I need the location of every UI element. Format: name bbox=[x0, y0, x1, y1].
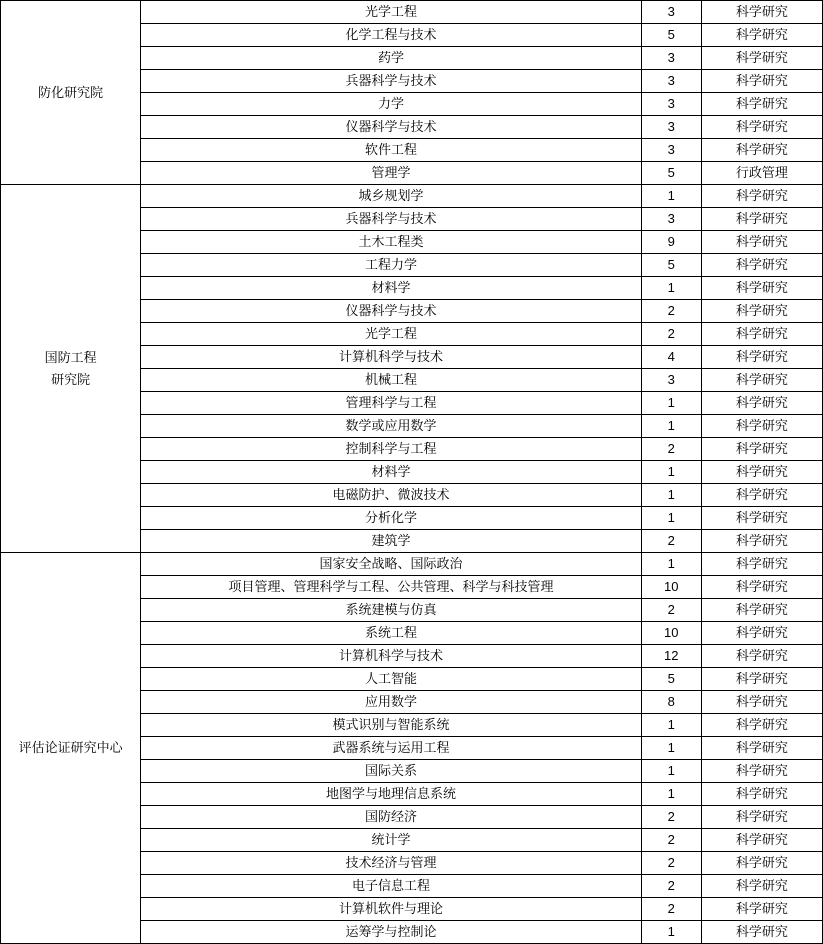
count-cell: 1 bbox=[641, 714, 701, 737]
table-body bbox=[1, 1, 823, 944]
count-cell: 1 bbox=[641, 277, 701, 300]
major-cell: 土木工程类 bbox=[141, 231, 642, 254]
category-cell: 科学研究 bbox=[701, 668, 822, 691]
major-cell: 技术经济与管理 bbox=[141, 852, 642, 875]
category-cell: 科学研究 bbox=[701, 392, 822, 415]
count-cell: 1 bbox=[641, 392, 701, 415]
category-cell: 科学研究 bbox=[701, 599, 822, 622]
count-cell: 2 bbox=[641, 300, 701, 323]
major-cell: 国际关系 bbox=[141, 760, 642, 783]
category-cell: 科学研究 bbox=[701, 323, 822, 346]
major-cell: 分析化学 bbox=[141, 507, 642, 530]
major-cell: 地图学与地理信息系统 bbox=[141, 783, 642, 806]
category-cell: 科学研究 bbox=[701, 70, 822, 93]
category-cell: 科学研究 bbox=[701, 369, 822, 392]
major-cell: 城乡规划学 bbox=[141, 185, 642, 208]
major-cell: 药学 bbox=[141, 47, 642, 70]
category-cell: 科学研究 bbox=[701, 1, 822, 24]
major-cell: 机械工程 bbox=[141, 369, 642, 392]
count-cell: 2 bbox=[641, 599, 701, 622]
major-cell: 国家安全战略、国际政治 bbox=[141, 553, 642, 576]
count-cell: 1 bbox=[641, 921, 701, 944]
category-cell: 科学研究 bbox=[701, 300, 822, 323]
table-row bbox=[1, 1, 823, 24]
count-cell: 5 bbox=[641, 254, 701, 277]
major-cell: 计算机软件与理论 bbox=[141, 898, 642, 921]
count-cell: 2 bbox=[641, 829, 701, 852]
major-cell: 模式识别与智能系统 bbox=[141, 714, 642, 737]
count-cell: 5 bbox=[641, 668, 701, 691]
major-cell: 项目管理、管理科学与工程、公共管理、科学与科技管理 bbox=[141, 576, 642, 599]
org-cell bbox=[1, 185, 141, 553]
org-label-line2: 研究院 bbox=[51, 371, 91, 387]
count-cell: 1 bbox=[641, 553, 701, 576]
major-cell: 仪器科学与技术 bbox=[141, 116, 642, 139]
major-cell: 系统工程 bbox=[141, 622, 642, 645]
table-row bbox=[1, 553, 823, 576]
org-label-line1: 国防工程 bbox=[44, 349, 97, 365]
major-cell: 兵器科学与技术 bbox=[141, 70, 642, 93]
count-cell: 3 bbox=[641, 208, 701, 231]
count-cell: 3 bbox=[641, 93, 701, 116]
major-cell: 化学工程与技术 bbox=[141, 24, 642, 47]
count-cell: 1 bbox=[641, 484, 701, 507]
category-cell: 科学研究 bbox=[701, 783, 822, 806]
category-cell: 科学研究 bbox=[701, 346, 822, 369]
category-cell: 科学研究 bbox=[701, 254, 822, 277]
count-cell: 9 bbox=[641, 231, 701, 254]
major-cell: 光学工程 bbox=[141, 1, 642, 24]
major-cell: 力学 bbox=[141, 93, 642, 116]
major-cell: 数学或应用数学 bbox=[141, 415, 642, 438]
count-cell: 1 bbox=[641, 737, 701, 760]
major-cell: 材料学 bbox=[141, 277, 642, 300]
category-cell: 科学研究 bbox=[701, 553, 822, 576]
major-cell: 材料学 bbox=[141, 461, 642, 484]
major-cell: 系统建模与仿真 bbox=[141, 599, 642, 622]
count-cell: 5 bbox=[641, 162, 701, 185]
category-cell: 科学研究 bbox=[701, 231, 822, 254]
count-cell: 2 bbox=[641, 852, 701, 875]
count-cell: 1 bbox=[641, 415, 701, 438]
count-cell: 2 bbox=[641, 438, 701, 461]
count-cell: 2 bbox=[641, 530, 701, 553]
major-cell: 电磁防护、微波技术 bbox=[141, 484, 642, 507]
major-cell: 仪器科学与技术 bbox=[141, 300, 642, 323]
category-cell: 科学研究 bbox=[701, 139, 822, 162]
category-cell: 科学研究 bbox=[701, 622, 822, 645]
count-cell: 1 bbox=[641, 185, 701, 208]
major-cell: 运筹学与控制论 bbox=[141, 921, 642, 944]
count-cell: 3 bbox=[641, 70, 701, 93]
category-cell: 科学研究 bbox=[701, 530, 822, 553]
major-cell: 光学工程 bbox=[141, 323, 642, 346]
major-cell: 软件工程 bbox=[141, 139, 642, 162]
category-cell: 科学研究 bbox=[701, 806, 822, 829]
count-cell: 10 bbox=[641, 622, 701, 645]
category-cell: 科学研究 bbox=[701, 875, 822, 898]
category-cell: 科学研究 bbox=[701, 760, 822, 783]
major-cell: 电子信息工程 bbox=[141, 875, 642, 898]
category-cell: 科学研究 bbox=[701, 116, 822, 139]
count-cell: 2 bbox=[641, 323, 701, 346]
category-cell: 行政管理 bbox=[701, 162, 822, 185]
org-cell: 防化研究院 bbox=[1, 1, 141, 185]
major-cell: 管理学 bbox=[141, 162, 642, 185]
major-cell: 工程力学 bbox=[141, 254, 642, 277]
major-cell: 控制科学与工程 bbox=[141, 438, 642, 461]
count-cell: 1 bbox=[641, 507, 701, 530]
count-cell: 12 bbox=[641, 645, 701, 668]
category-cell: 科学研究 bbox=[701, 484, 822, 507]
major-cell: 人工智能 bbox=[141, 668, 642, 691]
count-cell: 2 bbox=[641, 898, 701, 921]
category-cell: 科学研究 bbox=[701, 691, 822, 714]
count-cell: 2 bbox=[641, 875, 701, 898]
count-cell: 5 bbox=[641, 24, 701, 47]
category-cell: 科学研究 bbox=[701, 507, 822, 530]
category-cell: 科学研究 bbox=[701, 852, 822, 875]
category-cell: 科学研究 bbox=[701, 461, 822, 484]
major-cell: 应用数学 bbox=[141, 691, 642, 714]
category-cell: 科学研究 bbox=[701, 185, 822, 208]
category-cell: 科学研究 bbox=[701, 898, 822, 921]
category-cell: 科学研究 bbox=[701, 93, 822, 116]
major-cell: 管理科学与工程 bbox=[141, 392, 642, 415]
count-cell: 1 bbox=[641, 783, 701, 806]
category-cell: 科学研究 bbox=[701, 47, 822, 70]
count-cell: 1 bbox=[641, 461, 701, 484]
category-cell: 科学研究 bbox=[701, 737, 822, 760]
count-cell: 3 bbox=[641, 1, 701, 24]
major-cell: 计算机科学与技术 bbox=[141, 346, 642, 369]
count-cell: 3 bbox=[641, 116, 701, 139]
major-cell: 兵器科学与技术 bbox=[141, 208, 642, 231]
count-cell: 3 bbox=[641, 369, 701, 392]
category-cell: 科学研究 bbox=[701, 208, 822, 231]
major-cell: 国防经济 bbox=[141, 806, 642, 829]
org-cell: 评估论证研究中心 bbox=[1, 553, 141, 944]
count-cell: 1 bbox=[641, 760, 701, 783]
category-cell: 科学研究 bbox=[701, 438, 822, 461]
count-cell: 3 bbox=[641, 139, 701, 162]
category-cell: 科学研究 bbox=[701, 576, 822, 599]
major-cell: 统计学 bbox=[141, 829, 642, 852]
count-cell: 3 bbox=[641, 47, 701, 70]
major-cell: 武器系统与运用工程 bbox=[141, 737, 642, 760]
count-cell: 8 bbox=[641, 691, 701, 714]
category-cell: 科学研究 bbox=[701, 24, 822, 47]
category-cell: 科学研究 bbox=[701, 277, 822, 300]
major-cell: 建筑学 bbox=[141, 530, 642, 553]
category-cell: 科学研究 bbox=[701, 415, 822, 438]
count-cell: 10 bbox=[641, 576, 701, 599]
category-cell: 科学研究 bbox=[701, 714, 822, 737]
category-cell: 科学研究 bbox=[701, 829, 822, 852]
category-cell: 科学研究 bbox=[701, 645, 822, 668]
count-cell: 4 bbox=[641, 346, 701, 369]
category-cell: 科学研究 bbox=[701, 921, 822, 944]
count-cell: 2 bbox=[641, 806, 701, 829]
major-cell: 计算机科学与技术 bbox=[141, 645, 642, 668]
table-row bbox=[1, 185, 823, 208]
